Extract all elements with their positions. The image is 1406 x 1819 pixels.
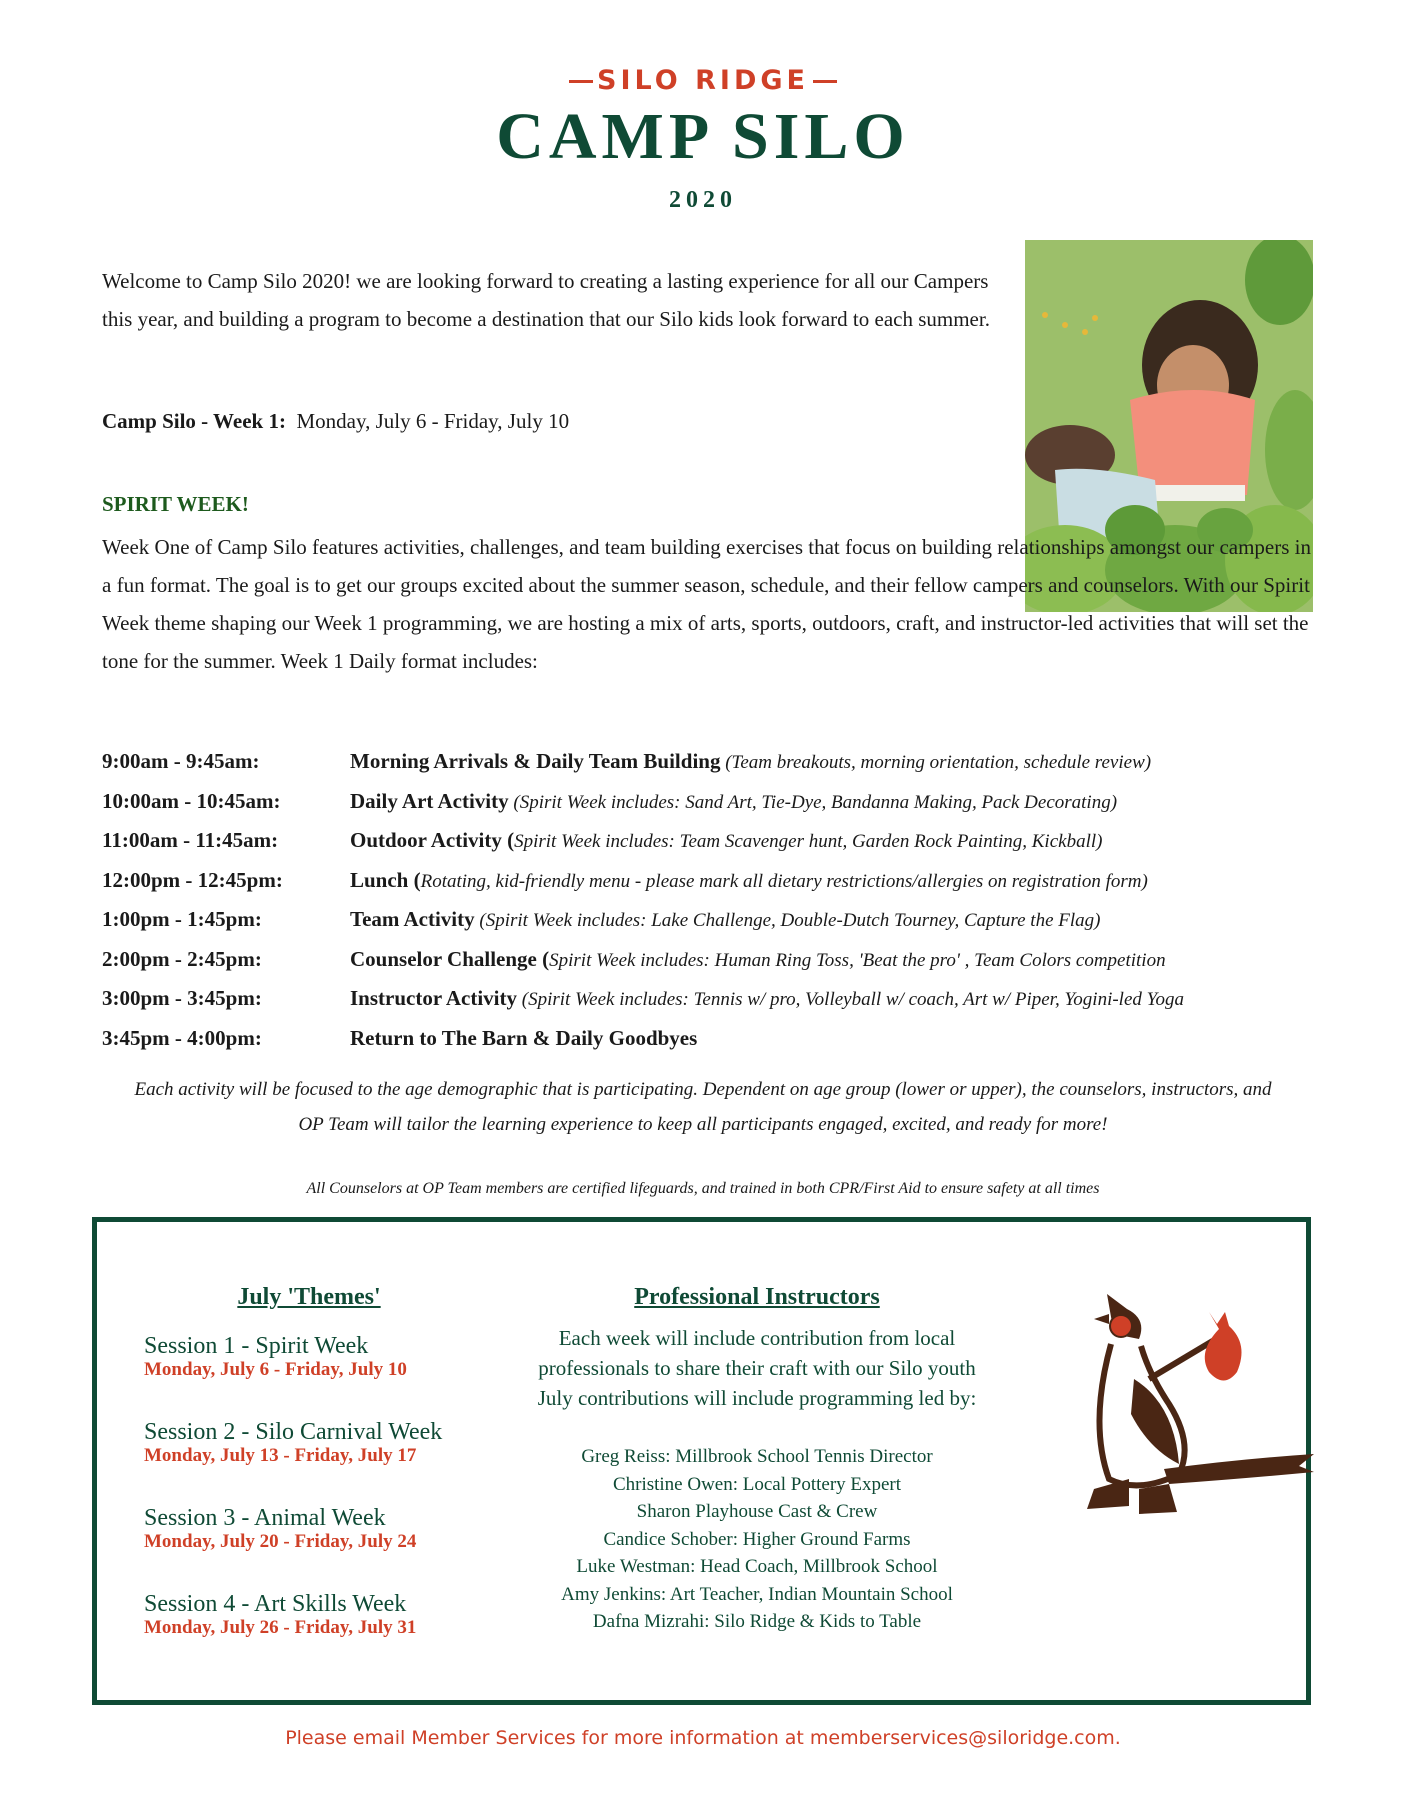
schedule-row — [102, 868, 1392, 908]
instructor-item: Christine Owen: Local Pottery Expert — [612, 1473, 902, 1495]
age-note — [0, 1072, 1406, 1142]
instructors-intro: Each week will include contribution from local professionals to share their craft with our Silo youth July contributions will include programming led by: — [537, 1326, 977, 1410]
instructor-item: Luke Westman: Head Coach, Millbrook School — [576, 1556, 938, 1577]
themes-heading: July 'Themes' — [237, 1284, 381, 1310]
themes-instructors-box — [92, 1217, 1311, 1705]
instructor-item: Amy Jenkins: Art Teacher, Indian Mountain School — [561, 1583, 953, 1605]
schedule-activity: Team Activity — [350, 907, 475, 931]
session-name: Session 1 - Spirit Week — [144, 1333, 369, 1359]
age-note-text: Each activity will be focused to the age demographic that is participating. Dependent on age group (lower or upper), the counselors, instructors, and OP Team will tailor the learning experience to keep all participants engaged, excited, and ready for more! — [134, 1079, 1272, 1135]
schedule-time: 3:00pm - 3:45pm: — [102, 986, 262, 1010]
session-dates: Monday, July 20 - Friday, July 24 — [144, 1531, 417, 1552]
instructor-item: Candice Schober: Higher Ground Farms — [603, 1528, 911, 1550]
daily-schedule — [102, 749, 1392, 1065]
spirit-week-paragraph — [102, 528, 1322, 680]
dash-left — [569, 80, 593, 83]
professional-instructors — [537, 1284, 977, 1636]
session-item — [144, 1591, 504, 1639]
dash-right — [813, 80, 837, 83]
brand-name: SILO RIDGE — [597, 65, 809, 96]
session-item — [144, 1505, 504, 1553]
schedule-details: Spirit Week includes: Team Scavenger hunt, Garden Rock Painting, Kickball) — [514, 831, 1103, 852]
july-themes — [144, 1284, 504, 1639]
safety-note: All Counselors at OP Team members are certified lifeguards, and trained in both CPR/First Aid to ensure safety at all times — [306, 1180, 1100, 1197]
schedule-row — [102, 907, 1392, 947]
schedule-row — [102, 1026, 1392, 1066]
schedule-activity: Daily Art Activity — [350, 788, 509, 813]
session-name: Session 4 - Art Skills Week — [144, 1591, 407, 1617]
instructors-list — [537, 1443, 977, 1636]
schedule-row — [102, 789, 1392, 829]
schedule-time: 3:45pm - 4:00pm: — [102, 1025, 262, 1050]
schedule-activity: Counselor Challenge ( — [350, 946, 550, 971]
session-dates: Monday, July 6 - Friday, July 10 — [144, 1359, 407, 1380]
schedule-details: (Spirit Week includes: Lake Challenge, Double-Dutch Tourney, Capture the Flag) — [474, 910, 1101, 931]
session-item — [144, 1333, 504, 1381]
week1-dates — [102, 402, 569, 440]
schedule-details: (Spirit Week includes: Sand Art, Tie-Dye, Bandanna Making, Pack Decorating) — [508, 791, 1118, 813]
instructor-item: Dafna Mizrahi: Silo Ridge & Kids to Table — [592, 1611, 922, 1632]
schedule-details: Rotating, kid-friendly menu - please mark all dietary restrictions/allergies on registration form) — [420, 870, 1148, 892]
schedule-activity: Outdoor Activity ( — [350, 828, 515, 852]
schedule-activity: Return to The Barn & Daily Goodbyes — [350, 1025, 698, 1050]
week1-label: Camp Silo - Week 1: — [102, 409, 286, 433]
schedule-row — [102, 749, 1392, 789]
schedule-details: (Team breakouts, morning orientation, schedule review) — [720, 752, 1152, 773]
schedule-activity: Morning Arrivals & Daily Team Building — [350, 749, 721, 773]
bird-mascot-icon — [1069, 1274, 1319, 1524]
session-dates: Monday, July 13 - Friday, July 17 — [144, 1445, 417, 1466]
schedule-activity: Lunch ( — [350, 867, 421, 892]
schedule-details: (Spirit Week includes: Tennis w/ pro, Volleyball w/ coach, Art w/ Piper, Yogini-led Yoga — [517, 989, 1184, 1010]
session-dates: Monday, July 26 - Friday, July 31 — [144, 1617, 417, 1638]
instructors-heading: Professional Instructors — [634, 1284, 880, 1310]
schedule-time: 10:00am - 10:45am: — [102, 788, 281, 813]
session-item — [144, 1419, 504, 1467]
schedule-time: 1:00pm - 1:45pm: — [102, 907, 262, 931]
schedule-time: 11:00am - 11:45am: — [102, 828, 279, 852]
week1-range: Monday, July 6 - Friday, July 10 — [296, 409, 570, 433]
schedule-time: 9:00am - 9:45am: — [102, 749, 260, 773]
camp-title: CAMP SILO — [496, 100, 910, 173]
spirit-week-text: Week One of Camp Silo features activities, challenges, and team building exercises that focus on building relationships amongst our campers in a fun format. The goal is to get our groups excited about the summer season, schedule, and their fellow campers and counselors. With our Spirit Week theme shaping our Week 1 programming, we are hosting a mix of arts, sports, outdoors, craft, and instructor-led activities that will set the tone for the summer. Week 1 Daily format includes: — [102, 535, 1311, 673]
schedule-time: 12:00pm - 12:45pm: — [102, 867, 283, 892]
instructor-item: Sharon Playhouse Cast & Crew — [636, 1501, 878, 1522]
spirit-week-heading: SPIRIT WEEK! — [102, 492, 249, 516]
session-name: Session 3 - Animal Week — [144, 1505, 386, 1531]
welcome-paragraph: Welcome to Camp Silo 2020! we are looking forward to creating a lasting experience for all our Campers this year, and building a program to become a destination that our Silo kids look forward to each summer. — [102, 269, 990, 331]
schedule-row — [102, 828, 1392, 868]
schedule-row — [102, 947, 1392, 987]
brand-wordmark — [0, 64, 1406, 98]
camp-logo — [0, 64, 1406, 214]
schedule-activity: Instructor Activity — [350, 986, 518, 1010]
schedule-row — [102, 986, 1392, 1026]
instructor-item: Greg Reiss: Millbrook School Tennis Director — [581, 1446, 933, 1467]
camp-year: 2020 — [669, 187, 737, 213]
schedule-details: Spirit Week includes: Human Ring Toss, 'Beat the pro' , Team Colors competition — [549, 949, 1166, 971]
contact-footer: Please email Member Services for more information at memberservices@siloridge.com. — [285, 1727, 1121, 1749]
session-name: Session 2 - Silo Carnival Week — [144, 1419, 443, 1445]
schedule-time: 2:00pm - 2:45pm: — [102, 946, 262, 971]
